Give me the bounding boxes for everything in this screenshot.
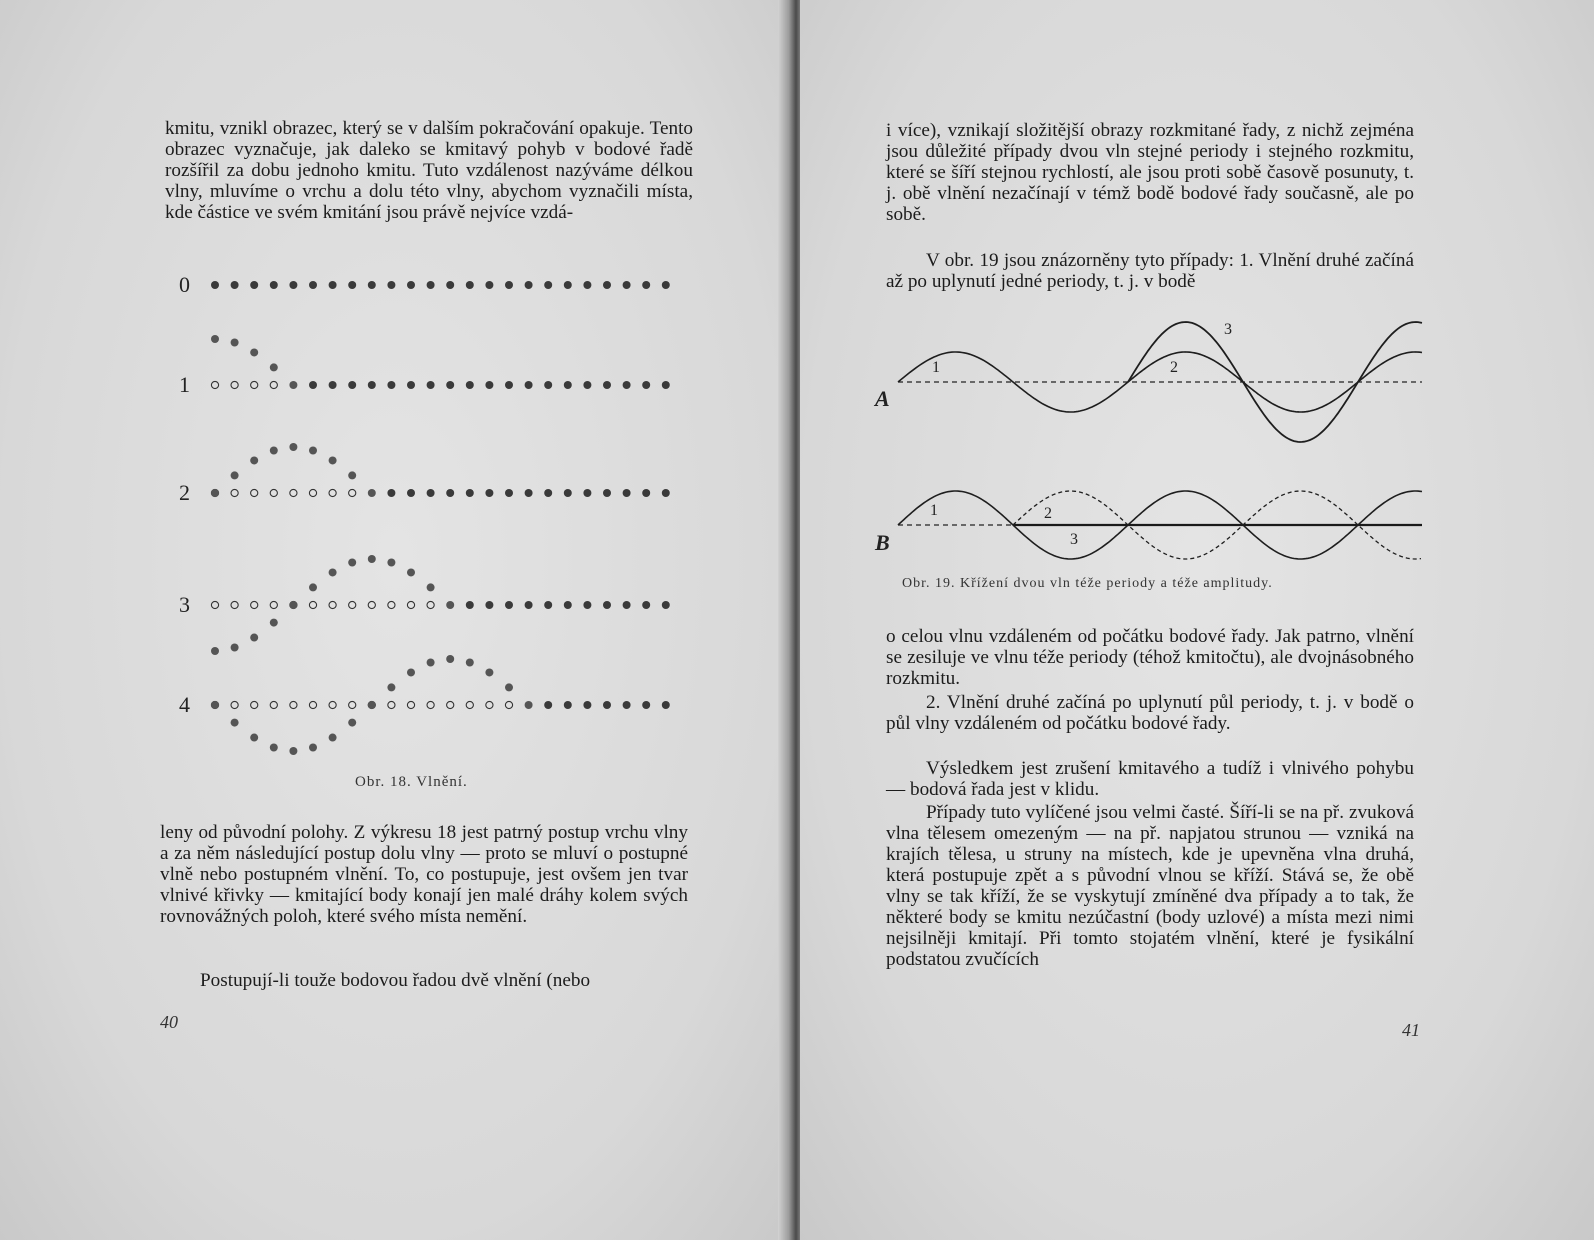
figure-18-particle [466,601,474,609]
figure-18-particle [427,281,435,289]
figure-18-particle [289,381,297,389]
figure-18-particle [662,489,670,497]
figure-18-particle [309,583,317,591]
figure-18-particle [231,471,239,479]
figure-18-particle [387,281,395,289]
figure-18-particle [407,568,415,576]
figure-18-particle [270,363,278,371]
figure-18-particle [544,701,552,709]
figure-18-particle [368,555,376,563]
figure-18-rest-point [211,601,218,608]
figure-18-rest-point [231,489,238,496]
figure-18-particle [583,489,591,497]
left-page-number: 40 [160,1012,178,1032]
figure-18-particle [544,281,552,289]
figure-18-rest-point [349,601,356,608]
figure-18-row-label: 4 [179,692,190,717]
figure-18-rest-point [329,489,336,496]
figure-18-particle [564,281,572,289]
figure-18-rest-point [349,489,356,496]
figure-18-particle [348,719,356,727]
figure-18-rest-point [505,701,512,708]
figure-18-particle [583,281,591,289]
figure-18-particle [525,281,533,289]
figure-18-particle [270,743,278,751]
figure-18-rest-point [270,381,277,388]
figure-19-label-a: A [875,386,890,411]
figure-19-a-curve-label: 2 [1170,359,1178,376]
figure-18-particle [505,601,513,609]
figure-19-b-curve-label: 3 [1070,531,1078,548]
figure-18-particle [623,381,631,389]
figure-18-rest-point [407,701,414,708]
figure-18-particle [623,601,631,609]
figure-19-label-b: B [875,530,890,555]
figure-18-particle [525,381,533,389]
left-paragraph-bottom: leny od původní polohy. Z výkresu 18 jest patrný postup vrchu vlny a za něm následující postup dolu vlny — proto se mluví o postupné vlně nebo postupném vlnění. To, co postupuje, jest ovšem jen tvar vlnivé křivky — kmitající body konají jen malé dráhy kolem svých rovnovážných poloh, které svého místa nemění. [160,822,688,927]
figure-18-particle [407,381,415,389]
figure-18-particle [387,683,395,691]
figure-18-particle [250,281,258,289]
figure-18-particle [485,489,493,497]
figure-18-particle [525,701,533,709]
figure-18-particle [662,381,670,389]
figure-18-particle [250,734,258,742]
figure-18-rest-point [349,701,356,708]
figure-18-particle [329,734,337,742]
figure-18-rest-point [427,701,434,708]
figure-18-particle [446,381,454,389]
figure-18-particle [485,668,493,676]
figure-18-particle [329,381,337,389]
figure-18-particle [329,281,337,289]
figure-18-particle [231,281,239,289]
figure-18-rest-point [329,601,336,608]
figure-18-particle [544,489,552,497]
figure-18-particle [211,647,219,655]
figure-18-particle [544,381,552,389]
figure-18-particle [407,489,415,497]
left-page [0,0,790,1240]
figure-18-particle [348,281,356,289]
figure-18-particle [446,281,454,289]
right-paragraph-5: Výsledkem jest zrušení kmitavého a tudíž i vlnivého pohybu — bodová řada jest v klidu. [886,758,1414,800]
figure-18-row-label: 0 [179,272,190,297]
figure-18-particle [211,489,219,497]
figure-18-particle [427,381,435,389]
figure-18-particle [387,489,395,497]
figure-18-rest-point [309,701,316,708]
figure-18-particle [642,489,650,497]
figure-18-rest-point [368,601,375,608]
figure-18-rest-point [447,701,454,708]
figure-19-b-curve-label: 2 [1044,505,1052,522]
figure-18-particle [662,601,670,609]
figure-18-particle [289,443,297,451]
figure-19-caption: Obr. 19. Křížení dvou vln téže periody a téže amplitudy. [902,576,1273,591]
figure-18-particle [211,335,219,343]
right-paragraph-2: V obr. 19 jsou znázorněny tyto případy: 1. Vlnění druhé začíná až po uplynutí jedné periody, t. j. v bodě [886,250,1414,292]
figure-18-particle [446,489,454,497]
figure-18-particle [466,489,474,497]
figure-18-rest-point [231,601,238,608]
figure-18-rest-point [270,601,277,608]
figure-18-row-label: 2 [179,480,190,505]
figure-19-b-curve-label: 1 [930,502,938,519]
figure-18-rest-point [251,381,258,388]
figure-18-particle [289,281,297,289]
figure-18-particle [603,281,611,289]
figure-18-rest-point [251,489,258,496]
figure-18-particle [387,381,395,389]
figure-18-rest-point [486,701,493,708]
figure-18-particle [407,668,415,676]
figure-18-particle [642,701,650,709]
figure-18-particle [583,601,591,609]
figure-18-particle [289,747,297,755]
figure-18-rest-point [251,601,258,608]
figure-18-particle [623,701,631,709]
figure-18-rest-point [290,489,297,496]
figure-18-particle [642,281,650,289]
figure-18-rest-point [231,701,238,708]
left-paragraph-last: Postupují-li touže bodovou řadou dvě vlnění (nebo [200,970,591,991]
figure-18-particle [603,489,611,497]
figure-18-particle [642,381,650,389]
figure-18-particle [250,456,258,464]
figure-18-rest-point [309,489,316,496]
figure-18-particle [309,381,317,389]
figure-18-particle [309,447,317,455]
figure-18-rest-point [290,701,297,708]
figure-18-particle [211,281,219,289]
figure-18-particle [466,281,474,289]
figure-18-particle [662,701,670,709]
figure-18-particle [505,683,513,691]
figure-18-particle [446,601,454,609]
figure-18-particle [368,281,376,289]
figure-18-particle [446,655,454,663]
right-page [800,0,1594,1240]
figure-18-rest-point [388,601,395,608]
figure-18-particle [348,559,356,567]
figure-18-rest-point [466,701,473,708]
figure-18-particle [564,701,572,709]
figure-18-rest-point [251,701,258,708]
figure-18-particle [250,634,258,642]
figure-18-particle [407,281,415,289]
figure-18-particle [231,339,239,347]
figure-18-row-label: 3 [179,592,190,617]
figure-18-particle [329,568,337,576]
figure-18-particle [329,456,337,464]
figure-18-rest-point [329,701,336,708]
figure-18-particle [427,489,435,497]
figure-18-particle [270,447,278,455]
figure-18-particle [368,489,376,497]
figure-18-particle [505,381,513,389]
figure-18-particle [250,348,258,356]
figure-18-particle [368,701,376,709]
figure-18-rest-point [407,601,414,608]
figure-18-particle [348,471,356,479]
figure-18-particle [466,659,474,667]
figure-18-wave-diagram [175,265,695,775]
right-page-number: 41 [1402,1020,1420,1040]
figure-18-particle [485,381,493,389]
figure-18-particle [564,489,572,497]
figure-19-interference-diagram [870,300,1430,580]
figure-18-particle [231,643,239,651]
figure-18-particle [525,601,533,609]
figure-18-particle [231,719,239,727]
right-paragraph-top: i více), vznikají složitější obrazy rozkmitané řady, z nichž zejména jsou důležité případy dvou vln stejné periody i stejného rozkmitu, které se šíří stejnou rychlostí, ale jsou proti sobě časově posunuty, t. j. obě vlnění nezačínají v témž bodě bodové řady současně, ale po sobě. [886,120,1414,225]
figure-18-particle [427,583,435,591]
figure-18-particle [603,701,611,709]
figure-18-rest-point [231,381,238,388]
figure-18-particle [309,281,317,289]
right-paragraph-3: o celou vlnu vzdáleném od počátku bodové řady. Jak patrno, vlnění se zesiluje ve vlnu téže periody (téhož kmitočtu), ale dvojnásobného rozkmitu. [886,626,1414,689]
figure-18-rest-point [388,701,395,708]
figure-18-particle [544,601,552,609]
figure-18-particle [564,381,572,389]
figure-18-particle [270,281,278,289]
figure-18-rest-point [270,701,277,708]
left-paragraph-top: kmitu, vznikl obrazec, který se v dalším pokračování opakuje. Tento obrazec vyznačuje, jak daleko se kmitavý pohyb v bodové řadě rozšířil za dobu jednoho kmitu. Tuto vzdálenost nazýváme délkou vlny, mluvíme o vrchu a dolu této vlny, abychom vyznačili místa, kde částice ve svém kmitání jsou právě nejvíce vzdá- [165,118,693,223]
figure-18-particle [289,601,297,609]
figure-18-particle [309,743,317,751]
figure-18-particle [623,281,631,289]
figure-18-row-label: 1 [179,372,190,397]
figure-18-rest-point [309,601,316,608]
figure-18-particle [466,381,474,389]
figure-18-particle [505,281,513,289]
figure-18-particle [642,601,650,609]
figure-18-particle [368,381,376,389]
figure-18-particle [603,601,611,609]
figure-18-particle [270,619,278,627]
right-paragraph-6: Případy tuto vylíčené jsou velmi časté. Šíří-li se na př. zvuková vlna tělesem omezeným — na př. napjatou strunou — vzniká na krajích tělesa, u struny na místech, kde je upevněna vlna druhá, která postupuje zpět a s původní vlnou se kříží. Stává se, že obě vlny se tak kříží, že se vyskytují zmíněné dva případy a to tak, že některé body se kmitu nezúčastní (body uzlové) a místa mezi nimi nejsilněji kmitají. Při tomto stojatém vlnění, které je fysikální podstatou zvučících [886,802,1414,970]
figure-18-particle [525,489,533,497]
figure-18-particle [348,381,356,389]
figure-18-particle [505,489,513,497]
figure-18-rest-point [270,489,277,496]
figure-18-rest-point [427,601,434,608]
figure-19-a-curve-label: 1 [932,359,940,376]
figure-18-particle [662,281,670,289]
figure-19-a-curve-label: 3 [1224,321,1232,338]
figure-18-particle [387,559,395,567]
figure-18-particle [583,381,591,389]
figure-18-particle [485,601,493,609]
figure-18-particle [427,659,435,667]
figure-18-particle [211,701,219,709]
figure-18-caption: Obr. 18. Vlnění. [355,774,468,790]
figure-18-particle [564,601,572,609]
figure-18-particle [623,489,631,497]
figure-18-particle [583,701,591,709]
figure-18-particle [603,381,611,389]
figure-18-particle [485,281,493,289]
figure-18-rest-point [211,381,218,388]
right-paragraph-4: 2. Vlnění druhé začíná po uplynutí půl periody, t. j. v bodě o půl vlny vzdáleném od počátku bodové řady. [886,692,1414,734]
